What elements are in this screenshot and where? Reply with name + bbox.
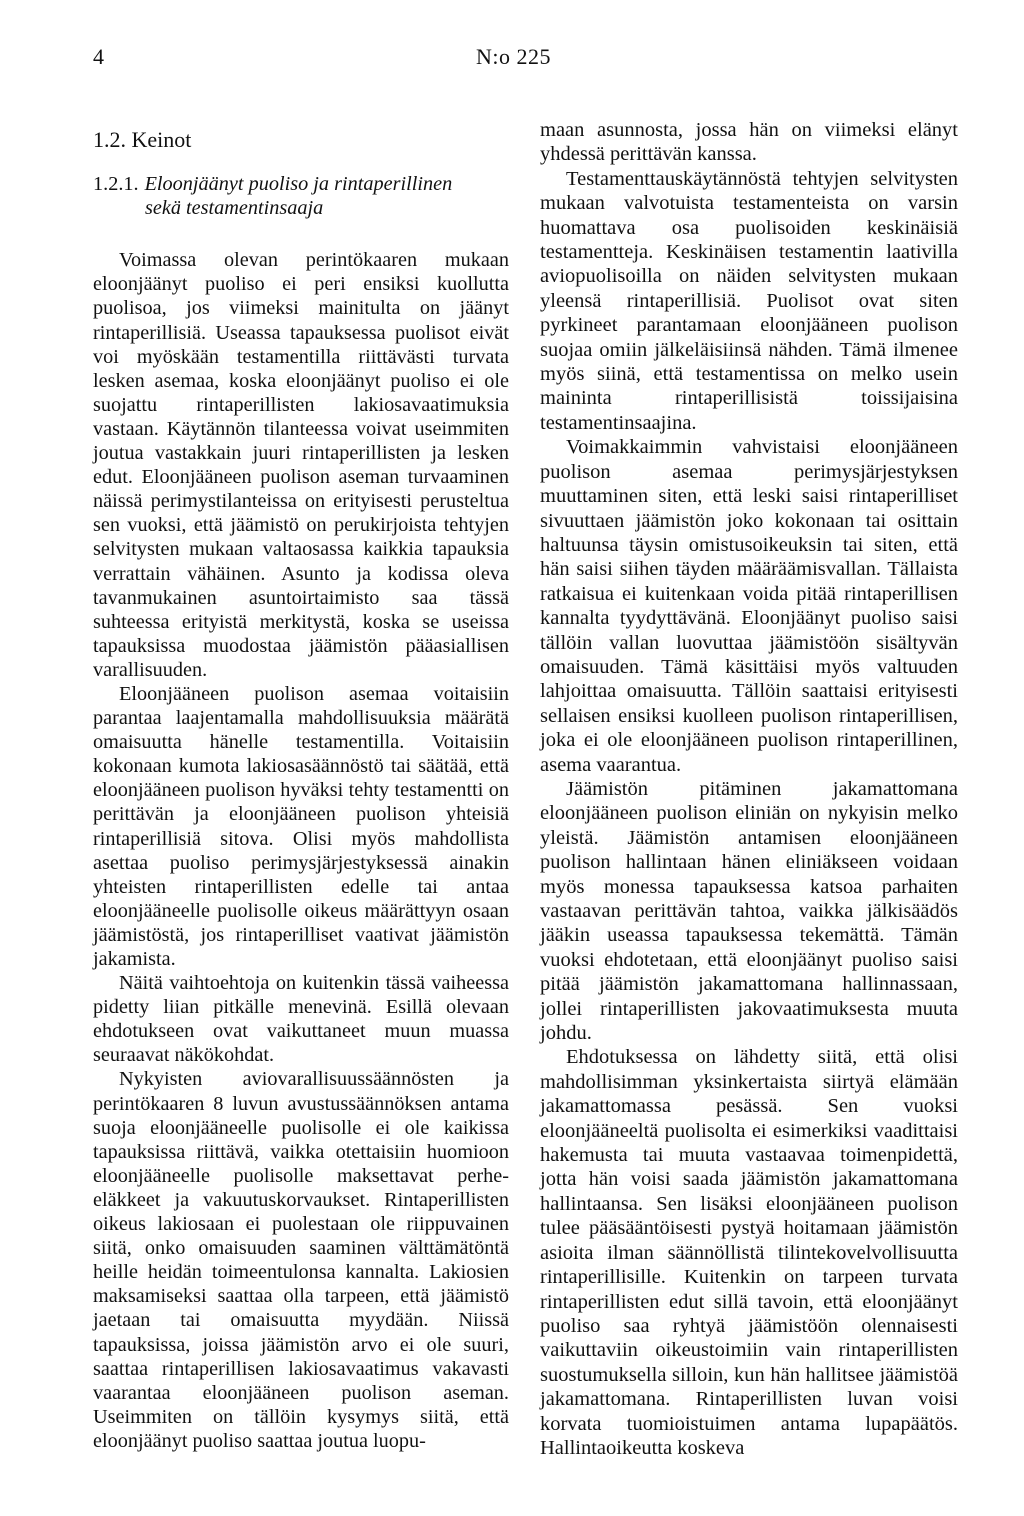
subsection-number: 1.2.1. <box>93 173 139 196</box>
page-header <box>0 44 1024 76</box>
subsection-heading <box>93 172 509 220</box>
paragraph-continued: maan asunnosta, jossa hän on viimeksi elänyt yhdessä perittävän kanssa. <box>540 119 958 166</box>
subsection-title-line1: Eloonjäänyt puoliso ja rintaperillinen <box>144 173 453 196</box>
left-column <box>93 118 509 1453</box>
paragraph: Nykyisten aviovarallisuussäännösten ja perintökaaren 8 luvun avustussäännöksen antama suoja eloonjääneelle puolisolle ei ole kaikissa tapauksissa riittävä, vaikka otettaisiin huomioon eloonjääneelle puolisolle maksettavat perhe-eläkkeet ja vakuutuskorvaukset. Rintaperillisten oikeus lakiosaan ei puolestaan ole riippuvainen siitä, onko omaisuuden saaminen välttämätöntä heille heidän toimeentulonsa kannalta. Lakiosien maksamiseksi saattaa olla tarpeen, että jäämistö jaetaan tai omaisuutta myydään. Niissä tapauksissa, joissa jäämistön arvo ei ole suuri, saattaa rintaperillisen lakiosavaatimus vakavasti vaarantaa eloonjääneen puolison aseman. Useimmiten on tällöin kysymys siitä, että eloonjäänyt puoliso saattaa joutua luopu- <box>93 1068 509 1452</box>
document-number: N:o 225 <box>476 44 551 69</box>
page-number: 4 <box>93 44 104 69</box>
paragraph: Jäämistön pitäminen jakamattomana eloonjääneen puolison eliniän on nykyisin melko yleistä. Jäämistön antamisen eloonjääneen puolison hallintaan hänen eliniäkseen voidaan myös monessa tapauksessa katsoa parhaiten vastaavan perittävän tahtoa, vaikka jälkisäädös jääkin useassa tapauksessa tekemättä. Tämän vuoksi ehdotetaan, että eloonjäänyt puoliso saisi pitää jäämistön jakamattomana hallinnassaan, jollei rintaperillisten jakovaatimuksesta muuta johdu. <box>540 777 958 1045</box>
right-column <box>540 118 958 1460</box>
paragraph: Testamenttauskäytännöstä tehtyjen selvitysten mukaan valvotuista testamenteista on varsin huomattava osa puolisoiden keskinäisiä testamentteja. Keskinäisen testamentin laativilla aviopuolisoilla on näiden selvitysten mukaan yleensä rintaperillisiä. Puolisot ovat siten pyrkineet parantamaan eloonjääneen puolison suojaa omiin jälkeläisiinsä nähden. Tämä ilmenee myös siinä, että testamentissa on melko usein maininta rintaperillisistä toissijaisina testamentinsaajina. <box>540 167 958 434</box>
paragraph: Voimakkaimmin vahvistaisi eloonjääneen puolison asemaa perimysjärjestyksen muuttaminen siten, että leski saisi rintaperilliset sivuuttaen jäämistön joko kokonaan tai osittain haltuunsa täysin omistusoikeuksin tai siten, että hän saisi siihen täyden määräämisvallan. Tällaista ratkaisua ei kuitenkaan voida pitää rintaperillisen kannalta tyydyttävänä. Eloonjäänyt puoliso saisi tällöin vallan luovuttaa jäämistöön sisältyvän omaisuuden. Tämä käsittäisi myös valtuuden lahjoittaa omaisuutta. Tällöin saattaisi erityisesti sellaisen ensiksi kuolleen puolison rintaperillisen, joka ei ole eloonjääneen puolison rintaperillinen, asema vaarantua. <box>540 436 958 776</box>
paragraph: Voimassa olevan perintökaaren mukaan eloonjäänyt puoliso ei peri ensiksi kuollutta puolisoa, jos viimeksi mainitulta on jäänyt rintaperillisiä. Useassa tapauksessa puolisot eivät voi myöskään testamentilla riittävästi turvata lesken asemaa, koska eloonjäänyt puoliso ei ole suojattu rintaperillisten lakiosavaatimuksia vastaan. Käytännön tilanteessa voivat useimmiten joutua vastakkain juuri rintaperillisten ja lesken edut. Eloonjääneen puolison aseman turvaaminen näissä perimystilanteissa on erityisesti perusteltua sen vuoksi, että jäämistö on perukirjoista tehtyjen selvitysten mukaan valtaosassa kaikkia tapauksia verrattain vähäinen. Asunto ja kodissa oleva tavanmukainen asuntoirtaimisto saa tässä suhteessa erityistä merkitystä, koska se useissa tapauksissa muodostaa jäämistön pääasiallisen varallisuuden. <box>93 249 509 681</box>
paragraph: Näitä vaihtoehtoja on kuitenkin tässä vaiheessa pidetty liian pitkälle menevinä. Esillä olevaan ehdotukseen ovat vaikuttaneet muun muassa seuraavat näkökohdat. <box>93 972 509 1067</box>
paragraph: Eloonjääneen puolison asemaa voitaisiin parantaa laajentamalla mahdollisuuksia määrätä omaisuutta hänelle testamentilla. Voitaisiin kokonaan kumota lakiosasäännöstö tai säätää, että eloonjääneen puolison hyväksi tehty testamentti on perittävän ja eloonjääneen puolison yhteisiä rintaperillisiä sitova. Olisi myös mahdollista asettaa puoliso perimysjärjestyksessä ainakin yhteisten rintaperillisten edelle tai antaa eloonjääneelle puolisolle oikeus määrättyyn osaan jäämistöstä, jos rintaperilliset vaativat jäämistön jakamista. <box>93 682 509 970</box>
section-heading: 1.2. Keinot <box>93 127 192 152</box>
subsection-title-line2: sekä testamentinsaaja <box>145 197 324 220</box>
paragraph: Ehdotuksessa on lähdetty siitä, että olisi mahdollisimman yksinkertaista siirtyä elämään jakamattomassa pesässä. Sen vuoksi eloonjääneeltä puolisolta ei esimerkiksi vaadittaisi hakemusta tai muuta vastaavaa toimenpidettä, jotta hän voisi saada jäämistön jakamattomana hallintaansa. Sen lisäksi eloonjääneen puolison tulee pääsääntöisesti pystyä hoitamaan jäämistön asioita ilman säännöllistä tilintekovelvollisuutta rintaperillisille. Kuitenkin on tarpeen turvata rintaperillisten edut sillä tavoin, että eloonjäänyt puoliso saa ryhtyä jäämistöön olennaisesti vaikuttaviin oikeustoimiin vain rintaperillisten suostumuksella silloin, kun hän hallitsee jäämistöä jakamattomana. Rintaperillisten luvan voisi korvata tuomioistuimen antama lupapäätös. Hallintaoikeutta koskeva <box>540 1046 958 1459</box>
